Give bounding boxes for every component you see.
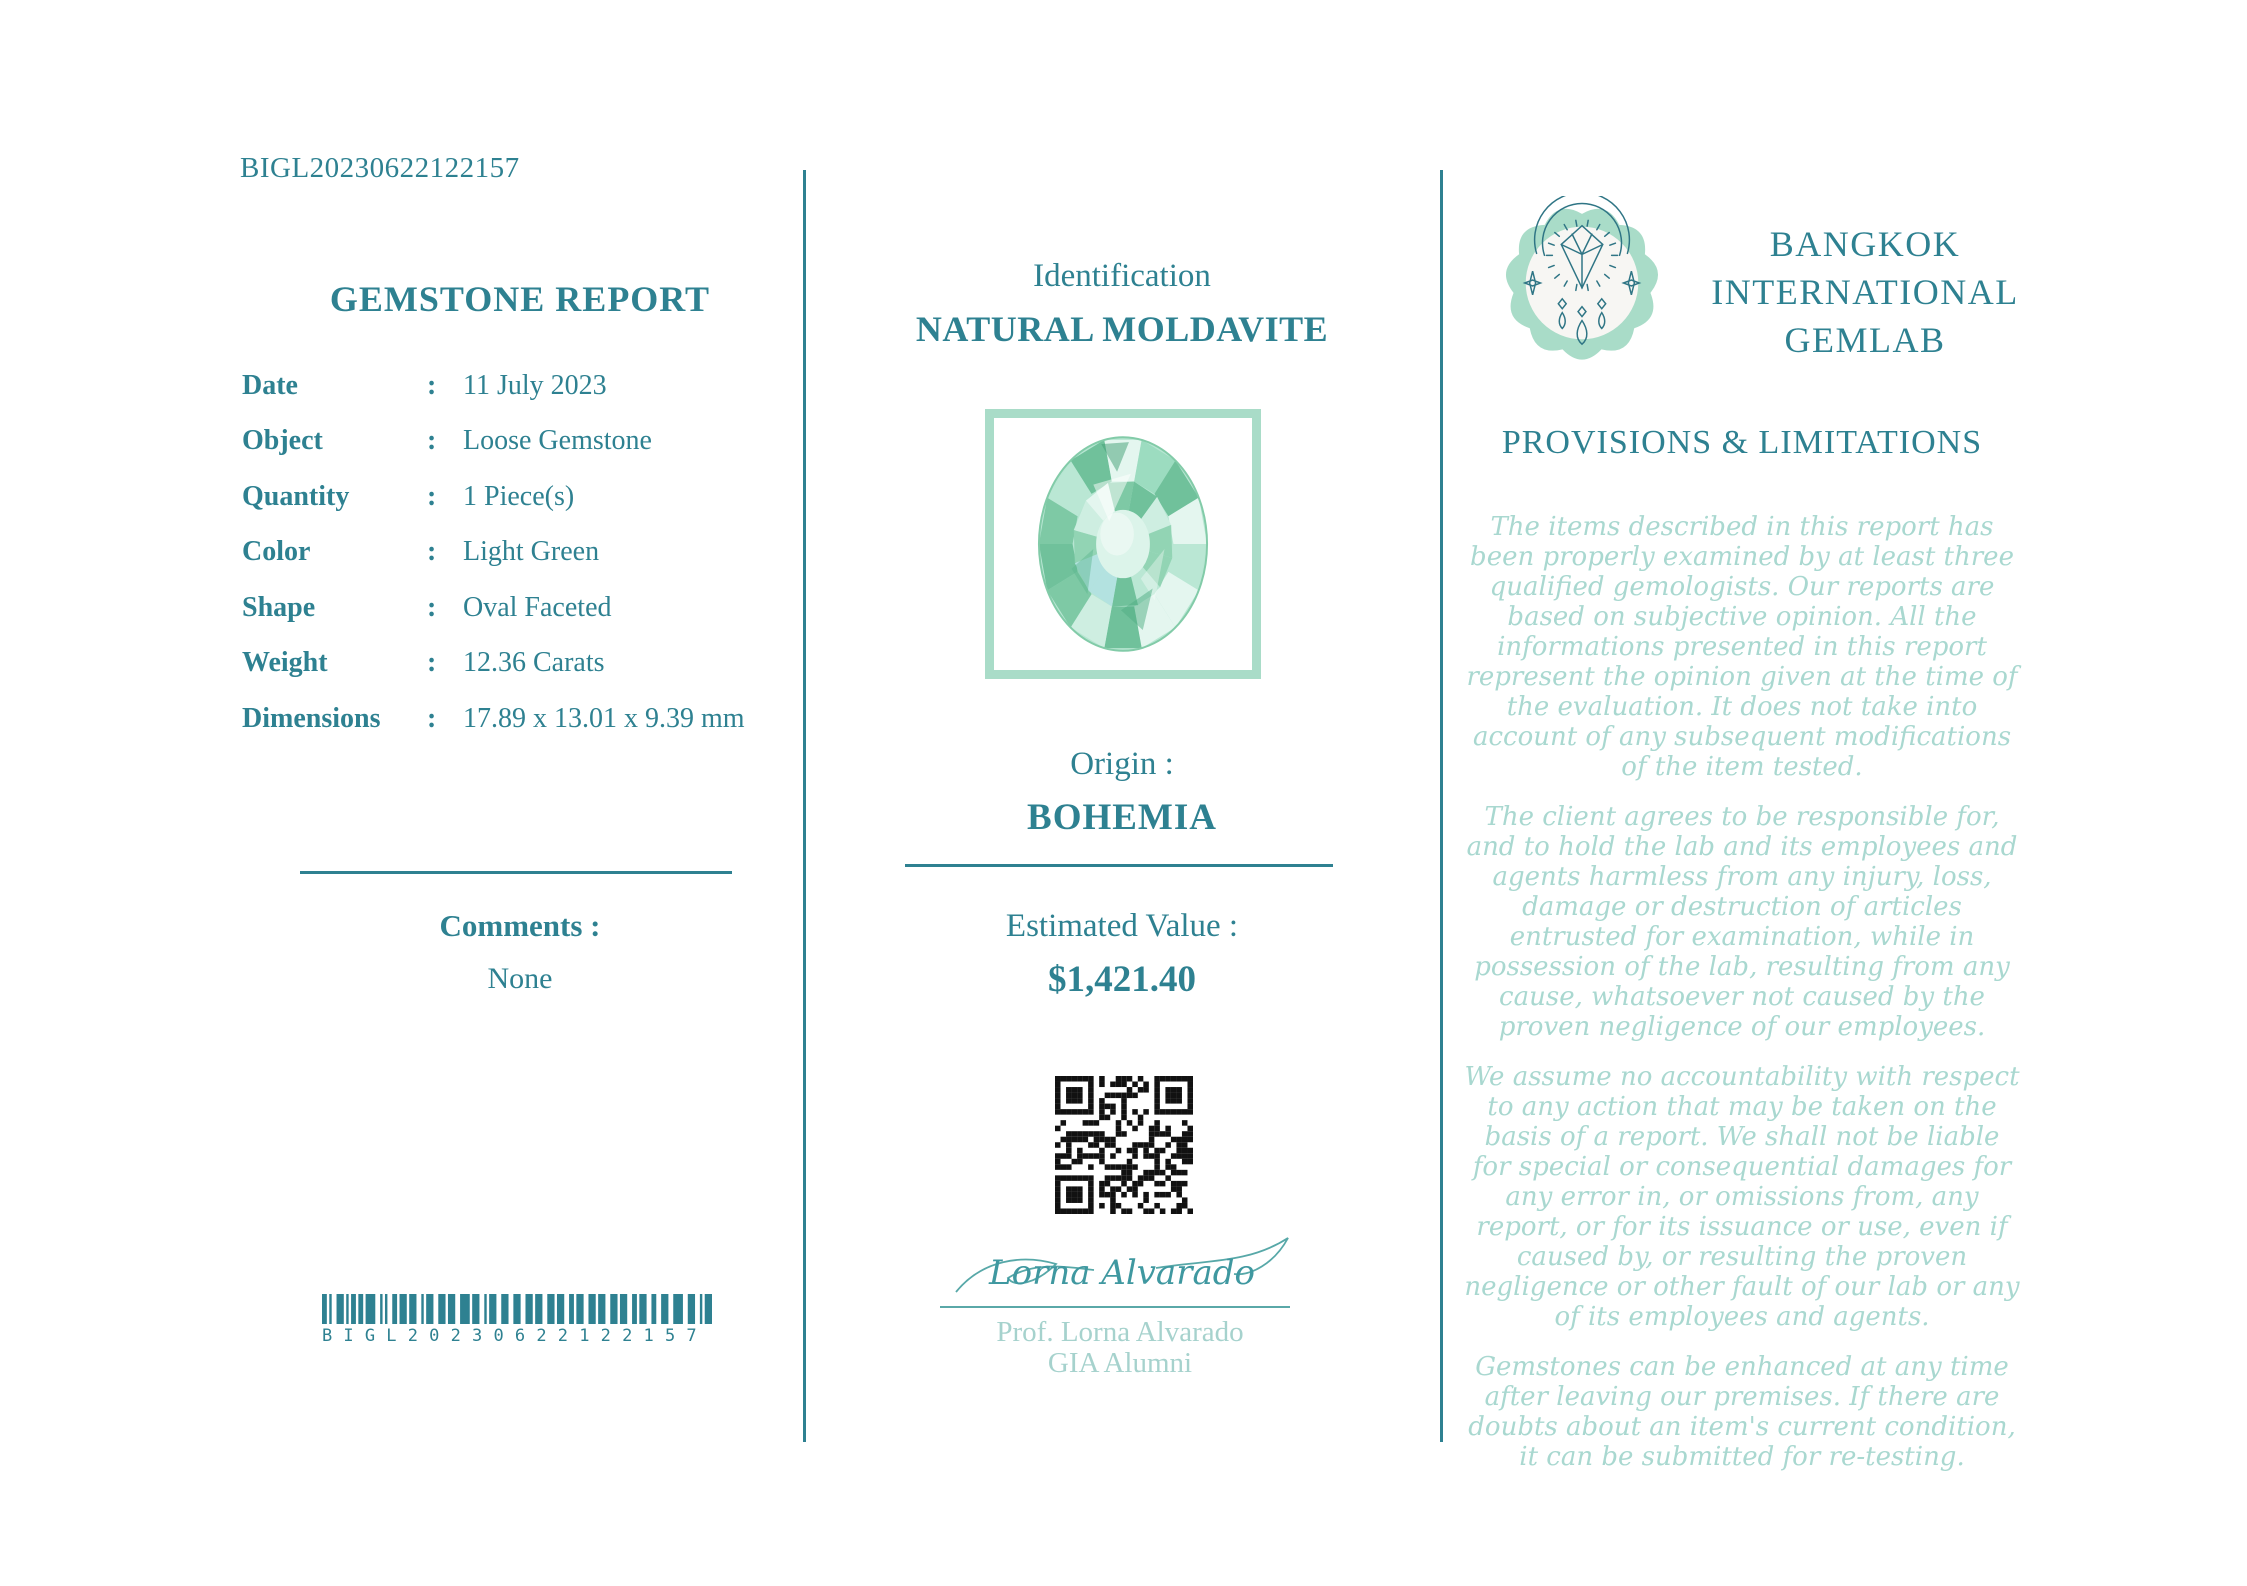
lab-name-line: BANGKOK xyxy=(1769,224,1961,264)
identification-value: NATURAL MOLDAVITE xyxy=(915,309,1329,349)
field-value: 1 Piece(s) xyxy=(463,480,575,512)
field-colon: : xyxy=(427,369,437,401)
lab-name-line: INTERNATIONAL xyxy=(1711,272,2019,312)
signature xyxy=(952,1230,1292,1310)
field-value: Loose Gemstone xyxy=(463,425,652,457)
field-value: 12.36 Carats xyxy=(463,647,605,679)
report-number: BIGL20230622122157 xyxy=(240,152,520,184)
gem-photo-frame xyxy=(985,409,1261,679)
lab-badge-icon xyxy=(1503,196,1661,370)
estimated-value-amount: $1,421.40 xyxy=(1048,959,1196,1000)
column-divider-left xyxy=(803,170,806,1442)
table-row xyxy=(242,525,787,581)
field-colon: : xyxy=(427,591,437,623)
provisions-paragraph: We assume no accountability with respect to any action that may be taken on the basis of a report. We shall not be liable for special or consequential damages for any error in, or omissions from, any report, or for its issuance or use, even if caused by, or resulting the proven negligence or other fault of our lab or any of its employees and agents. xyxy=(1464,1062,2020,1332)
table-row xyxy=(242,358,787,414)
field-label: Shape xyxy=(242,591,316,623)
gem-photo xyxy=(1034,429,1212,659)
barcode xyxy=(322,1294,712,1346)
signatory xyxy=(935,1317,1305,1379)
field-label: Quantity xyxy=(242,480,350,512)
field-colon: : xyxy=(427,536,437,568)
gem-details-table xyxy=(242,358,787,747)
table-row xyxy=(242,636,787,692)
table-row xyxy=(242,414,787,470)
field-label: Object xyxy=(242,425,323,457)
comments-label: Comments : xyxy=(439,908,601,943)
provisions-paragraph: Gemstones can be enhanced at any time after leaving our premises. If there are doubts about an item's current condition, it can be submitted for re-testing. xyxy=(1468,1352,2016,1472)
field-colon: : xyxy=(427,480,437,512)
field-value: 11 July 2023 xyxy=(463,369,607,401)
origin-value-divider xyxy=(905,864,1333,867)
table-row xyxy=(242,469,787,525)
provisions-paragraph: The items described in this report has been properly examined by at least three qualified gemologists. Our reports are based on subjective opinion. All the informations presented in this report represent the opinion given at the time of the evaluation. It does not take into account of any subsequent modifications of the item tested. xyxy=(1466,512,2018,782)
provisions-section xyxy=(1462,424,2022,1472)
field-colon: : xyxy=(427,647,437,679)
identification-label: Identification xyxy=(1033,258,1211,294)
comments-divider xyxy=(300,871,732,874)
qr-code-icon xyxy=(1055,1076,1193,1214)
field-label: Date xyxy=(242,369,298,401)
comments-value: None xyxy=(487,962,553,995)
field-label: Weight xyxy=(242,647,328,679)
column-divider-right xyxy=(1440,170,1443,1442)
field-value: Light Green xyxy=(463,536,600,568)
signature-divider xyxy=(940,1306,1290,1308)
field-label: Dimensions xyxy=(242,702,381,734)
field-colon: : xyxy=(427,425,437,457)
origin-label: Origin : xyxy=(1070,746,1174,782)
lab-name xyxy=(1685,220,2045,364)
lab-name-line: GEMLAB xyxy=(1784,320,1946,360)
origin-value: BOHEMIA xyxy=(1027,797,1217,838)
provisions-paragraph: The client agrees to be responsible for, and to hold the lab and its employees and agents harmless from any injury, loss, damage or destruction of articles entrusted for examination, while in possession of the lab, resulting from any cause, whatsoever not caused by the proven negligence of our employees. xyxy=(1466,802,2018,1042)
table-row xyxy=(242,580,787,636)
signatory-title: GIA Alumni xyxy=(1047,1347,1193,1379)
estimated-value-label: Estimated Value : xyxy=(1005,908,1239,944)
field-colon: : xyxy=(427,702,437,734)
gemstone-report-title: GEMSTONE REPORT xyxy=(329,279,711,319)
signatory-name: Prof. Lorna Alvarado xyxy=(996,1316,1244,1348)
field-label: Color xyxy=(242,536,311,568)
field-value: 17.89 x 13.01 x 9.39 mm xyxy=(463,702,745,734)
provisions-title: PROVISIONS & LIMITATIONS xyxy=(1501,424,1983,461)
field-value: Oval Faceted xyxy=(463,591,612,623)
table-row xyxy=(242,691,787,747)
barcode-icon xyxy=(322,1294,712,1324)
signature-name: Lorna Alvarado xyxy=(989,1253,1255,1293)
barcode-text: BIGL20230622122157 xyxy=(322,1326,708,1346)
